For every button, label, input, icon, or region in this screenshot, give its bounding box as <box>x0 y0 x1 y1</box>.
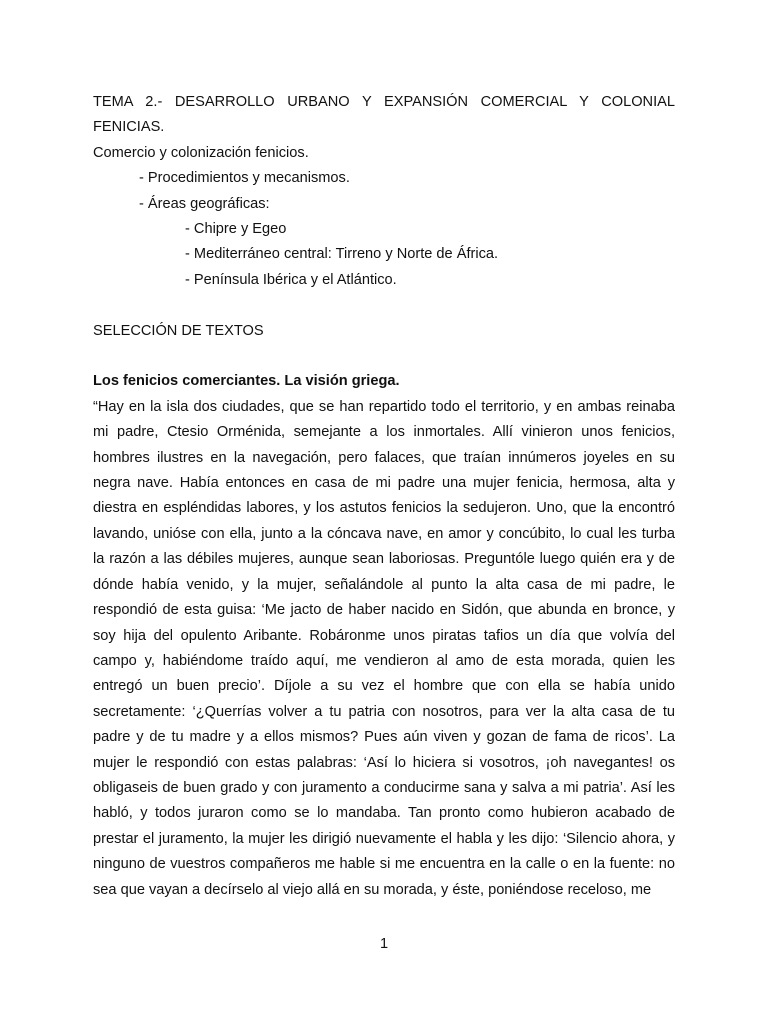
outline-heading: Comercio y colonización fenicios. <box>93 144 309 161</box>
section-heading: SELECCIÓN DE TEXTOS <box>93 322 264 339</box>
outline-subitem-peninsula: - Península Ibérica y el Atlántico. <box>185 271 397 288</box>
text-body: “Hay en la isla dos ciudades, que se han repartido todo el territorio, y en ambas reinaba mi padre, Ctesio Orménida, semejante a los inmortales. Allí vinieron unos fenicios, hombres ilustres en la navegación, pero falaces, que traían innúmeros joyeles en su negra nave. Había entonces en casa de mi padre una mujer fenicia, hermosa, alta y diestra en espléndidas labores, y los astutos fenicios la sedujeron. Uno, que la encontró lavando, unióse con ella, junto a la cóncava nave, en amor y concúbito, lo cual les turba la razón a las débiles mujeres, aunque sean laboriosas. Preguntóle luego quién era y de dónde había venido, y la mujer, señalándole al punto la alta casa de mi padre, le respondió de esta guisa: ‘Me jacto de haber nacido en Sidón, que abunda en bronce, y soy hija del opulento Aribante. Robáronme unos piratas tafios un día que volvía del campo y, habiéndome traído aquí, me vendieron al amo de esta morada, quien les entregó un buen precio’. Díjole a su vez el hombre que con ella se había unido secretamente: ‘¿Querrías volver a tu patria con nosotros, para ver la alta casa de tu padre y de tu madre y a ellos mismos? Pues aún viven y gozan de fama de ricos’. La mujer le respondió con estas palabras: ‘Así lo hiciera si vosotros, ¡oh navegantes! os obligaseis de buen grado y con juramento a conducirme sana y salva a mi patria’. Así les habló, y todos juraron como se lo mandaba. Tan pronto como hubieron acabado de prestar el juramento, la mujer les dirigió nuevamente el habla y les dijo: ‘Silencio ahora, y ninguno de vuestros compañeros me hable si me encuentra en la calle o en la fuente: no sea que vayan a decírselo al viejo allá en su morada, y éste, poniéndose receloso, me <box>93 398 675 898</box>
outline-subitem-chipre: - Chipre y Egeo <box>185 221 287 238</box>
outline-item-areas: - Áreas geográficas: <box>139 195 270 212</box>
document-page <box>93 90 675 903</box>
document-title: TEMA 2.- DESARROLLO URBANO Y EXPANSIÓN COMERCIAL Y COLONIAL FENICIAS. <box>93 94 675 136</box>
page-number: 1 <box>379 936 389 952</box>
outline-item-procedimientos: - Procedimientos y mecanismos. <box>139 170 350 187</box>
text-title: Los fenicios comerciantes. La visión griega. <box>93 373 400 390</box>
outline-subitem-mediterraneo: - Mediterráneo central: Tirreno y Norte de África. <box>185 246 499 263</box>
spacer <box>93 344 675 369</box>
spacer <box>93 293 675 318</box>
